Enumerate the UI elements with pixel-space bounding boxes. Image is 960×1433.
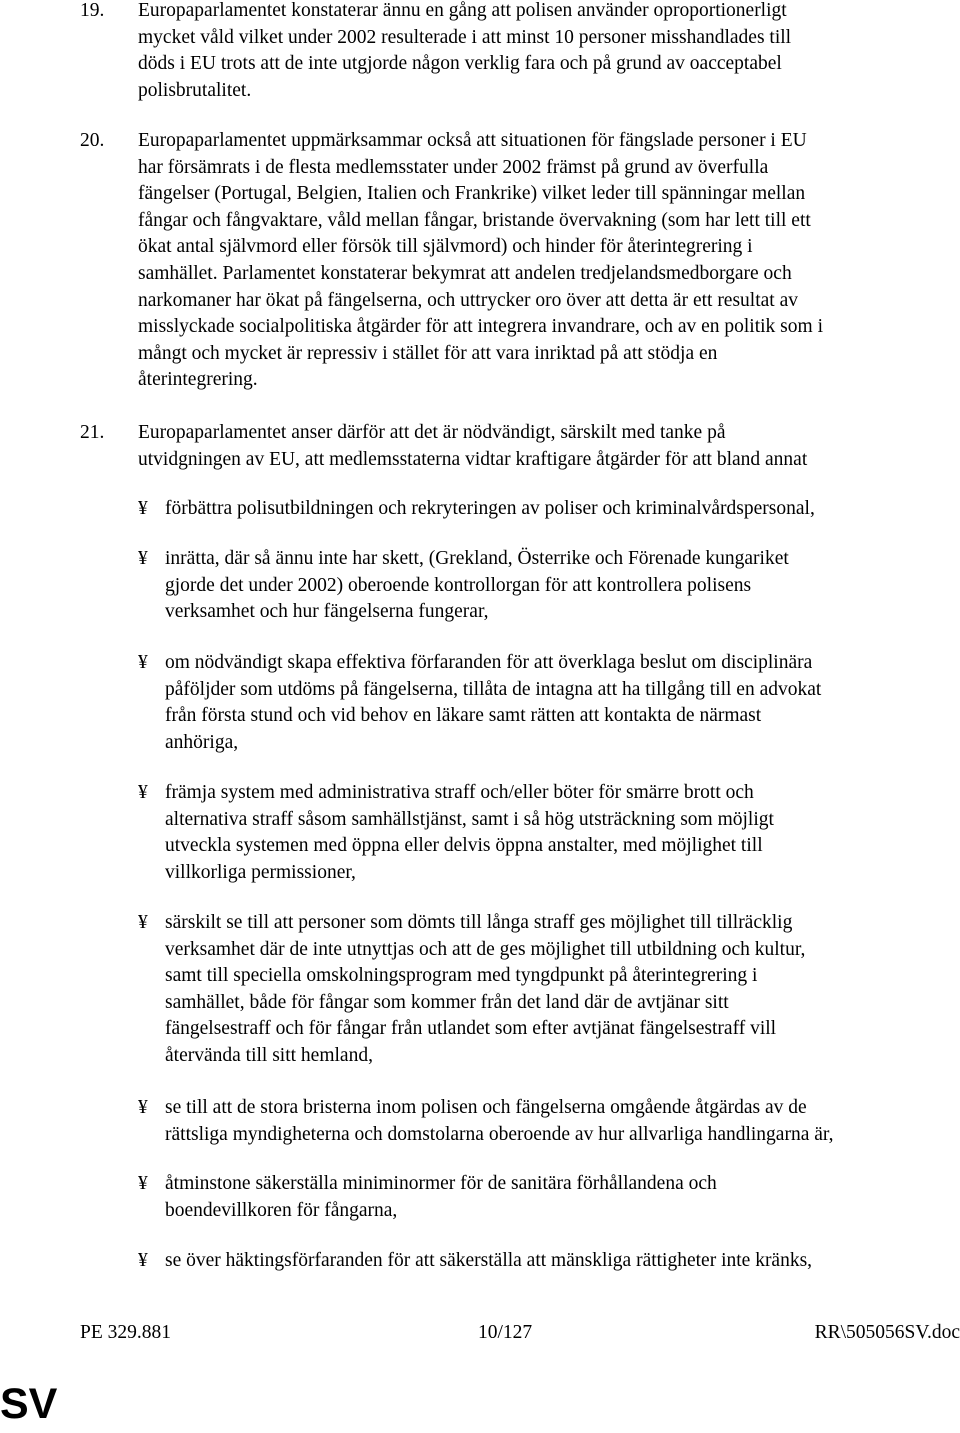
bullet-text — [165, 1248, 952, 1275]
bullet-mark: ¥ — [138, 1097, 148, 1118]
text-line: se över häktingsförfaranden för att säkerställa att mänskliga rättigheter inte kränks, — [165, 1250, 813, 1271]
paragraph-text — [138, 0, 952, 104]
paragraph-number: 19. — [80, 0, 105, 21]
text-line: ökat antal självmord eller försök till självmord) och hinder för återintegrering i — [138, 236, 753, 258]
bullet-text — [165, 910, 952, 1070]
bullet-text — [165, 780, 952, 886]
text-line: polisbrutalitet. — [138, 79, 252, 101]
bullet-mark: ¥ — [138, 548, 148, 569]
text-line: från första stund och vid behov en läkare samt rätten att kontakta de närmast — [165, 705, 762, 727]
text-line: villkorliga permissioner, — [165, 861, 356, 883]
text-line: främja system med administrativa straff och/eller böter för smärre brott och — [165, 782, 754, 803]
bullet-text — [165, 1095, 952, 1148]
text-line: verksamhet och hur fängelserna fungerar, — [165, 601, 489, 623]
bullet-text — [165, 496, 952, 523]
bullet-item — [138, 650, 952, 756]
text-line: anhöriga, — [165, 731, 239, 753]
bullet-item — [138, 546, 952, 626]
bullet-text — [165, 546, 952, 626]
bullet-text — [165, 650, 952, 756]
file-name: RR\505056SV.doc — [814, 1322, 960, 1343]
text-line: har försämrats i de flesta medlemsstater under 2002 främst på grund av överfulla — [138, 156, 769, 178]
text-line: Europaparlamentet anser därför att det är nödvändigt, särskilt med tanke på — [138, 422, 726, 443]
bullet-text — [165, 1171, 952, 1224]
text-line: rättsliga myndigheterna och domstolarna oberoende av hur allvarliga handlingarna är, — [165, 1123, 834, 1145]
text-line: Europaparlamentet konstaterar ännu en gång att polisen använder oproportionerligt — [138, 0, 787, 21]
text-line: om nödvändigt skapa effektiva förfaranden för att överklaga beslut om disciplinära — [165, 652, 813, 673]
paragraph-text — [138, 128, 952, 394]
text-line: fångar och fångvaktare, våld mellan fångar, bristande övervakning (som har lett till ett — [138, 209, 811, 231]
bullet-item — [138, 1171, 952, 1224]
paragraph-19 — [80, 0, 952, 104]
text-line: utveckla systemen med öppna eller delvis öppna anstalter, med möjlighet till — [165, 835, 763, 857]
text-line: särskilt se till att personer som dömts till långa straff ges möjlighet till tillräcklig — [165, 912, 793, 933]
text-line: åtminstone säkerställa miniminormer för de sanitära förhållandena och — [165, 1173, 717, 1194]
paragraph-21 — [80, 420, 952, 473]
page-number: 10/127 — [478, 1322, 533, 1343]
document-reference: PE 329.881 — [80, 1322, 172, 1343]
text-line: mångt och mycket är repressiv i stället för att vara inriktad på att stödja en — [138, 342, 718, 364]
text-line: fängelsestraff och för fångar från utlandet som efter avtjänat fängelsestraff vill — [165, 1018, 777, 1040]
bullet-item — [138, 1095, 952, 1148]
language-code: SV — [0, 1380, 58, 1428]
text-line: misslyckade socialpolitiska åtgärder för att integrera invandrare, och av en politik som i — [138, 316, 823, 338]
paragraph-number: 21. — [80, 422, 105, 443]
text-line: döds i EU trots att de inte utgjorde någon verklig fara och på grund av oacceptabel — [138, 53, 782, 75]
text-line: inrätta, där så ännu inte har skett, (Grekland, Österrike och Förenade kungariket — [165, 548, 789, 569]
text-line: påföljder som utdöms på fängelserna, tillåta de intagna att ha tillgång till en advokat — [165, 678, 822, 700]
paragraph-text — [138, 420, 952, 473]
bullet-mark: ¥ — [138, 1250, 148, 1271]
bullet-mark: ¥ — [138, 652, 148, 673]
bullet-item — [138, 910, 952, 1070]
bullet-item — [138, 496, 952, 523]
bullet-mark: ¥ — [138, 1173, 148, 1194]
bullet-mark: ¥ — [138, 498, 148, 519]
text-line: boendevillkoren för fångarna, — [165, 1199, 398, 1221]
text-line: fängelser (Portugal, Belgien, Italien och Frankrike) vilket leder till spänningar mellan — [138, 183, 806, 205]
text-line: samhället, både för fångar som kommer från det land där de avtjänar sitt — [165, 991, 729, 1013]
text-line: narkomaner har ökat på fängelserna, och uttrycker oro över att detta är ett resultat av — [138, 289, 798, 311]
text-line: återintegrering. — [138, 369, 258, 391]
text-line: gjorde det under 2002) oberoende kontrollorgan för att kontrollera polisens — [165, 574, 752, 596]
bullet-item — [138, 1248, 952, 1275]
text-line: verksamhet där de inte utnyttjas och att de ges möjlighet till utbildning och kultur, — [165, 938, 806, 960]
text-line: samhället. Parlamentet konstaterar bekymrat att andelen tredjelandsmedborgare och — [138, 262, 792, 284]
paragraph-20 — [80, 128, 952, 394]
text-line: Europaparlamentet uppmärksammar också att situationen för fängslade personer i EU — [138, 130, 807, 151]
text-line: mycket våld vilket under 2002 resulterade i att minst 10 personer misshandlades till — [138, 26, 792, 48]
text-line: alternativa straff såsom samhällstjänst, samt i så hög utsträckning som möjligt — [165, 808, 774, 830]
bullet-item — [138, 780, 952, 886]
bullet-mark: ¥ — [138, 912, 148, 933]
text-line: utvidgningen av EU, att medlemsstaterna vidtar kraftigare åtgärder för att bland annat — [138, 448, 808, 470]
text-line: återvända till sitt hemland, — [165, 1044, 373, 1066]
paragraph-number: 20. — [80, 130, 105, 151]
text-line: förbättra polisutbildningen och rekryteringen av poliser och kriminalvårdspersonal, — [165, 498, 815, 519]
text-line: samt till speciella omskolningsprogram med tyngdpunkt på återintegrering i — [165, 965, 758, 987]
page-footer — [80, 1320, 960, 1347]
text-line: se till att de stora bristerna inom polisen och fängelserna omgående åtgärdas av de — [165, 1097, 807, 1118]
bullet-mark: ¥ — [138, 782, 148, 803]
